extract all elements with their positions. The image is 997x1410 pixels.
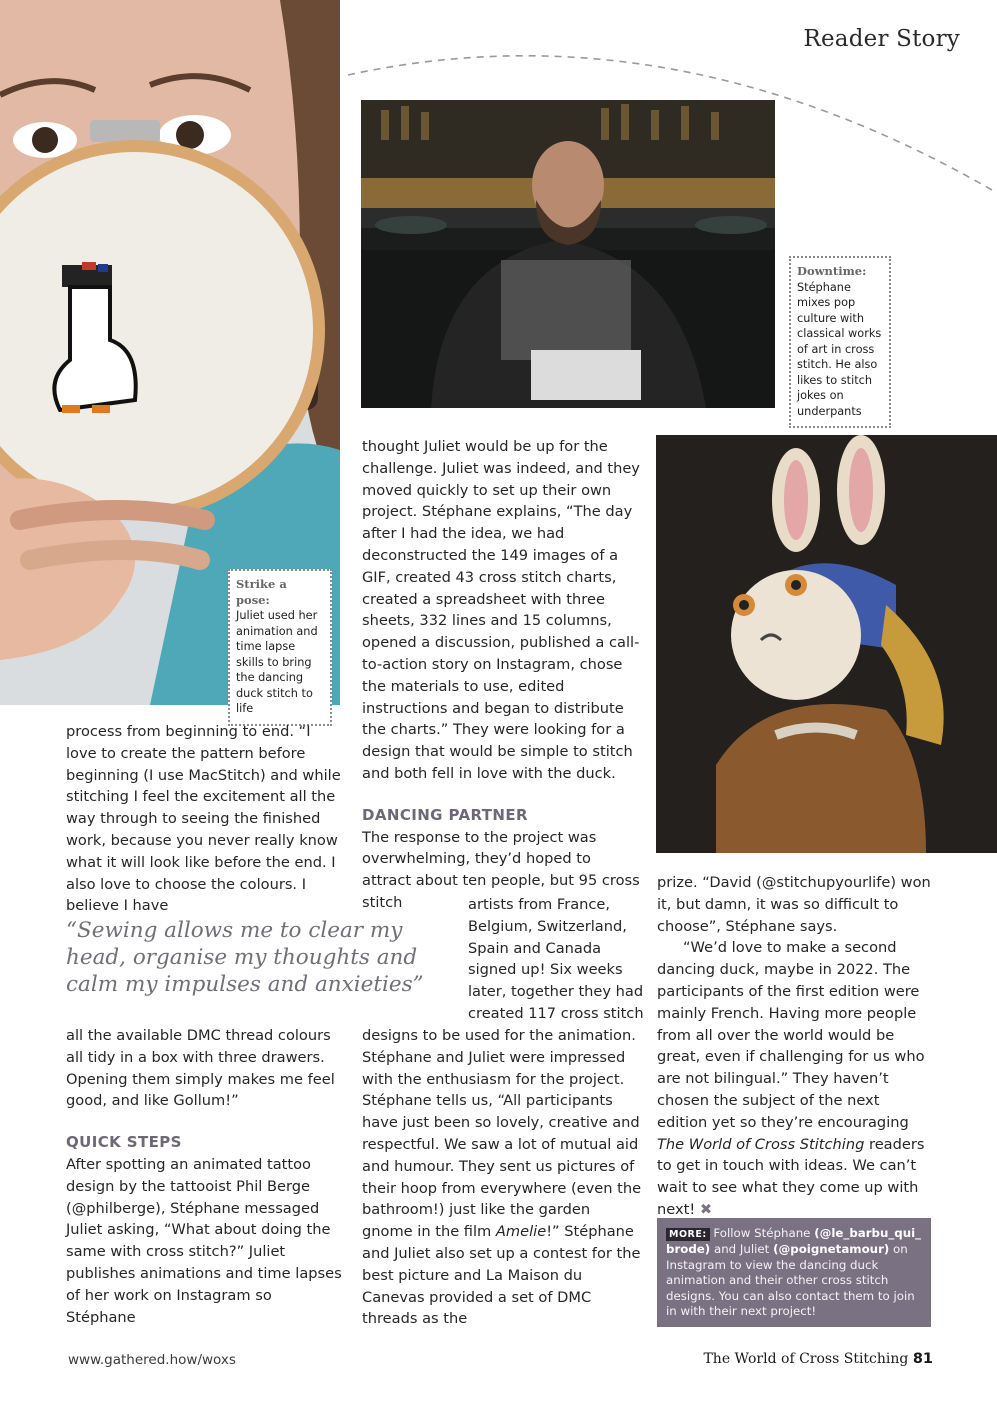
col2-paragraph-2b: artists from France, Belgium, Switzerland, Spain and Canada signed up! Six weeks later, together they had created 117 cross stitch [468, 896, 644, 1022]
pull-quote: “Sewing allows me to clear my head, organise my thoughts and calm my impulses and anxieties” [66, 918, 424, 997]
col2-text: designs to be used for the animation. Stéphane and Juliet were impressed with the enthusiasm for the project. Stéphane tells us, “All participants have just been so lovely, creative and respectful. We saw a lot of mutual aid and humour. They sent us pictures of their hoop from everywhere (even the bathroom!) just like the garden gnome in the film [362, 1027, 642, 1241]
handle-stephane[interactable]: (@le_barbu_qui_ brode) [666, 1226, 922, 1257]
col2-paragraph-1: thought Juliet would be up for the challenge. Juliet was indeed, and they moved quickly to set up their own project. Stéphane explains, “The day after I had the idea, we had deconstructed the 149 images of a GIF, created 43 cross stitch charts, created a spreadsheet with three sheets, 332 lines and 15 columns, opened a discussion, published a call-to-action story on Instagram, chose the materials to use, edited instructions and began to distribute the charts.” They were looking for a design that would be simple to stitch and both fell in love with the duck. [362, 438, 640, 782]
column-2 [362, 436, 642, 914]
photo-rabbid-image [656, 435, 997, 853]
column-1 [66, 721, 342, 917]
caption-text: Stéphane mixes pop culture with classical works of art in cross stitch. He also likes to stitch jokes on underpants [797, 280, 882, 418]
heading-dancing-partner: DANCING PARTNER [362, 805, 528, 824]
section-label: Reader Story [803, 26, 960, 52]
caption-title: Downtime: [797, 264, 867, 278]
footer-url[interactable]: www.gathered.how/woxs [68, 1352, 236, 1368]
photo-rabbid-cross-stitch [656, 435, 997, 853]
more-text-3: on Instagram to view the dancing duck animation and their other cross stitch designs. You can also contact them to join in with their next project! [666, 1242, 915, 1319]
film-title: Amelie [495, 1223, 547, 1241]
more-text-1: Follow Stéphane [709, 1226, 815, 1240]
col2-text-end: !” Stéphane and Juliet also set up a contest for the best picture and La Maison du Canevas provided a set of DMC threads as the [362, 1223, 641, 1328]
col2-paragraph-2c [362, 1025, 644, 1330]
more-tag: MORE: [666, 1228, 710, 1241]
more-info-box [657, 1218, 931, 1327]
end-mark-icon: ✖ [699, 1200, 713, 1218]
col1-paragraph-3: After spotting an animated tattoo design by the tattooist Phil Berge (@philberge), Stéphane messaged Juliet asking, “What about doing the same with cross stitch?” Juliet publishes animations and time lapses of her work on Instagram so Stéphane [66, 1155, 342, 1326]
footer-magazine [703, 1351, 933, 1367]
heading-quick-steps: QUICK STEPS [66, 1133, 182, 1152]
page-number: 81 [912, 1351, 933, 1367]
caption-text: Juliet used her animation and time lapse skills to bring the dancing duck stitch to life [236, 609, 318, 715]
col3-text-end: readers to get in touch with ideas. We can’t wait to see what they come up with next! [657, 1135, 925, 1218]
column-1-continued [66, 1025, 344, 1328]
col3-text: “We’d love to make a second dancing duck, maybe in 2022. The participants of the first edition were mainly French. Having more people from all over the world would be great, even if challenging for us who are not bilingual.” They haven’t chosen the subject of the next edition yet so they’re encouraging [657, 939, 925, 1131]
col2-paragraph-2a: The response to the project was overwhelming, they’d hoped to attract about ten people, but 95 cross stitch [362, 828, 640, 911]
col1-paragraph-1: process from beginning to end. “I love to create the pattern before beginning (I use MacStitch) and while stitching I feel the excitement all the way through to seeing the finished work, because you never really know what it will look like before the end. I also love to choose the colours. I believe I have [66, 723, 341, 915]
col3-paragraph-1: prize. “David (@stitchupyourlife) won it, but damn, it was so difficult to choose”, Stéphane says. [657, 874, 931, 935]
photo-stephane-image [361, 100, 775, 408]
caption-downtime [789, 256, 891, 428]
column-2-wrap [468, 894, 644, 1025]
column-2-continued [362, 1025, 644, 1330]
col1-paragraph-2: all the available DMC thread colours all tidy in a box with three drawers. Opening them simply makes me feel good, and like Gollum!” [66, 1027, 335, 1110]
caption-title: Strike a pose: [236, 577, 287, 607]
col3-paragraph-2 [657, 937, 932, 1220]
caption-strike-a-pose [228, 569, 332, 726]
more-text-2: and Juliet [710, 1242, 774, 1257]
handle-juliet[interactable]: (@poignetamour) [773, 1242, 890, 1257]
column-3 [657, 872, 932, 1221]
photo-stephane-bar [361, 100, 775, 408]
footer-magazine-name: The World of Cross Stitching [703, 1351, 909, 1367]
magazine-title: The World of Cross Stitching [657, 1135, 865, 1153]
